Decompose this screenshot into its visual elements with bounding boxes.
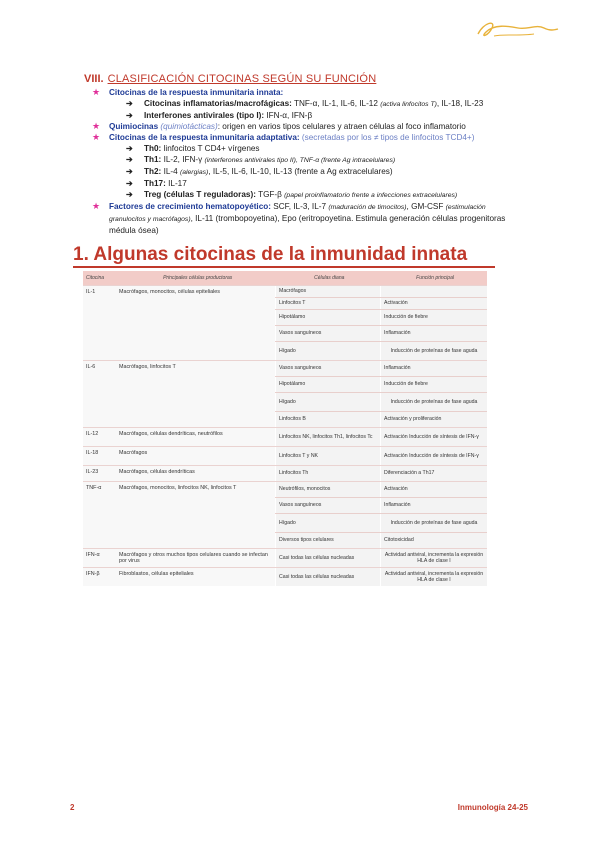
table-row <box>275 298 487 310</box>
text-table-groups-5-rows-2-function: Inducción de proteínas de fase aguda <box>380 514 487 532</box>
table-title: 1. Algunas citocinas de la inmunidad innata <box>73 244 468 265</box>
title-divider <box>73 266 495 268</box>
text-outline-0-sub-1-bold: Interferones antivirales (tipo I): <box>144 111 265 120</box>
text-outline-2-sub-1-small: (interferones antivirales tipo II) <box>204 157 296 164</box>
arrow-icon: ➔ <box>126 190 133 199</box>
text-table-groups-5-rows-0-function: Activación <box>380 482 487 497</box>
text-outline-2-italic: (secretadas por los ≠ tipos de linfocitos TCD4+) <box>299 133 475 142</box>
text-outline-2-sub-2-small: (alergias) <box>179 169 209 176</box>
text-table-groups-0-rows-3-function: Inflamación <box>380 326 487 341</box>
cytokine-table <box>83 271 487 586</box>
text-table-groups-1-rows-2-target: Hígado <box>275 393 380 411</box>
text-table-groups-5-rows-0-target: Neutrófilos, monocitos <box>275 482 380 497</box>
section-title: CLASIFICACIÓN CITOCINAS SEGÚN SU FUNCIÓN <box>107 73 377 85</box>
text-table-groups-0-producers: Macrófagos, monocitos, células epiteliales <box>119 289 220 295</box>
text-table-groups-2-cytokine: IL-12 <box>86 431 99 437</box>
section-number: VIII. <box>84 73 104 85</box>
text-outline-0-sub-1-text: IFN-α, IFN-β <box>264 111 313 120</box>
text-table-groups-7-cytokine: IFN-β <box>86 571 100 577</box>
text-table-groups-5-rows-3-target: Diversos tipos celulares <box>275 533 380 548</box>
arrow-icon: ➔ <box>126 99 133 108</box>
table-row <box>275 310 487 326</box>
text-table-groups-5-rows-3-function: Citotoxicidad <box>380 533 487 548</box>
outline-subitem <box>92 110 512 121</box>
text-table-groups-6-cytokine: IFN-α <box>86 552 100 558</box>
outline-item-adaptive <box>92 132 512 143</box>
table-row <box>275 549 487 567</box>
text-table-groups-4-cytokine: IL-23 <box>86 469 99 475</box>
text-table-groups-0-rows-4-target: Hígado <box>275 342 380 360</box>
table-row <box>275 412 487 427</box>
star-bullet-icon: ★ <box>92 87 101 97</box>
text-outline-2-sub-0-bold: Th0: <box>144 144 162 153</box>
text-table-groups-1-rows-0-function: Inflamación <box>380 361 487 376</box>
text-table-groups-5-rows-2-target: Hígado <box>275 514 380 532</box>
text-table-groups-5-rows-1-function: Inflamación <box>380 498 487 513</box>
table-row <box>275 482 487 498</box>
arrow-icon: ➔ <box>126 144 133 153</box>
outline-subitem <box>92 166 512 178</box>
text-outline-0-sub-0-small: (activa linfocitos T) <box>380 101 437 108</box>
text-table-groups-3-producers: Macrófagos <box>119 450 148 456</box>
text-table-groups-4-producers: Macrófagos, células dendríticas <box>119 469 195 475</box>
table-row <box>275 514 487 533</box>
text-table-groups-1-rows-1-function: Inducción de fiebre <box>380 377 487 392</box>
table-row <box>275 326 487 342</box>
outline-list <box>92 87 512 236</box>
text-table-groups-0-rows-1-function: Activación <box>380 298 487 309</box>
text-outline-2-sub-2-text: IL-4 <box>161 167 180 176</box>
table-row <box>275 377 487 393</box>
text-table-groups-0-rows-4-function: Inducción de proteínas de fase aguda <box>380 342 487 360</box>
text-outline-2-sub-4-text: TGF-β <box>255 190 285 199</box>
text-table-groups-4-rows-0-function: Diferenciación a Th17 <box>380 466 487 481</box>
text-outline-0-sub-0-tail: , IL-18, IL-23 <box>436 99 484 108</box>
outline-item-hematopoietic <box>92 201 512 236</box>
text-outline-2-sub-4-bold: Treg (células T reguladoras): <box>144 190 256 199</box>
table-group <box>83 567 487 586</box>
text-table-groups-1-rows-2-function: Inducción de proteínas de fase aguda <box>380 393 487 411</box>
outline-item-innate <box>92 87 512 98</box>
table-group <box>83 285 487 360</box>
text-table-groups-6-producers: Macrófagos y otros muchos tipos celulares cuando se infectan por virus <box>119 552 268 565</box>
text-table-groups-0-rows-0-function <box>380 286 487 297</box>
text-table-groups-7-rows-0-function: Actividad antiviral, incrementa la expresión HLA de clase I <box>380 568 487 586</box>
text-table-groups-6-rows-0-target: Casi todas las células nucleadas <box>275 549 380 567</box>
header-targets: Células diana <box>314 275 345 281</box>
text-table-groups-3-rows-0-target: Linfocitos T y NK <box>275 447 380 465</box>
text-table-groups-0-rows-2-function: Inducción de fiebre <box>380 310 487 325</box>
table-group <box>83 446 487 465</box>
outline-item-chemokines <box>92 121 512 132</box>
text-table-groups-1-cytokine: IL-6 <box>86 364 96 370</box>
text-table-groups-1-rows-3-function: Activación y proliferación <box>380 412 487 427</box>
header-function: Función principal <box>416 275 454 281</box>
table-row <box>275 466 487 481</box>
outline-subitem <box>92 189 512 201</box>
header-producers: Principales células productoras <box>163 275 233 281</box>
text-outline-0-sub-0-bold: Citocinas inflamatorias/macrofágicas: <box>144 99 292 108</box>
text-outline-3-italic3: (estimulación granulocitos y macrófagos) <box>109 204 486 223</box>
star-bullet-icon: ★ <box>92 201 101 211</box>
arrow-icon: ➔ <box>126 155 133 164</box>
table-header <box>83 271 487 285</box>
text-table-groups-6-rows-0-function: Actividad antiviral, incrementa la expresión HLA de clase I <box>380 549 487 567</box>
table-group <box>83 481 487 548</box>
text-outline-2-sub-1-tail: , TNF-α (frente Ag intracelulares) <box>295 157 396 164</box>
table-row <box>275 286 487 298</box>
text-table-groups-0-rows-1-target: Linfocitos T <box>275 298 380 309</box>
outline-subitem <box>92 98 512 110</box>
text-table-groups-4-rows-0-target: Linfocitos Th <box>275 466 380 481</box>
text-table-groups-0-cytokine: IL-1 <box>86 289 96 295</box>
outline-subitem <box>92 154 512 166</box>
table-group <box>83 465 487 481</box>
text-outline-0-label: Citocinas de la respuesta inmunitaria innata: <box>109 88 284 97</box>
arrow-icon: ➔ <box>126 179 133 188</box>
text-outline-2-sub-1-bold: Th1: <box>144 155 162 164</box>
text-outline-2-sub-3-text: IL-17 <box>165 179 187 188</box>
text-outline-2-sub-2-bold: Th2: <box>144 167 162 176</box>
text-table-groups-3-rows-0-function: Activación Inducción de síntesis de IFN-γ <box>380 447 487 465</box>
outline-subitem <box>92 178 512 189</box>
text-outline-2-sub-2-tail: , IL-5, IL-6, IL-10, IL-13 (frente a Ag extracelulares) <box>208 167 393 176</box>
text-outline-2-sub-1-text: IL-2, IFN-γ <box>161 155 205 164</box>
text-outline-2-label: Citocinas de la respuesta inmunitaria adaptativa: <box>109 133 300 142</box>
outline-subitem <box>92 143 512 154</box>
arrow-icon: ➔ <box>126 111 133 120</box>
text-table-groups-2-producers: Macrófagos, células dendríticas, neutrófilos <box>119 431 223 437</box>
text-table-groups-2-rows-0-target: Linfocitos NK, linfocitos Th1, linfocitos Tc <box>275 428 380 446</box>
table-row <box>275 342 487 360</box>
text-outline-0-sub-0-text: TNF-α, IL-1, IL-6, IL-12 <box>291 99 381 108</box>
text-outline-3-label: Factores de crecimiento hematopoyético: <box>109 202 271 211</box>
text-table-groups-0-rows-2-target: Hipotálamo <box>275 310 380 325</box>
text-table-groups-1-rows-3-target: Linfocitos B <box>275 412 380 427</box>
text-outline-1-label: Quimiocinas <box>109 122 159 131</box>
page-number: 2 <box>70 803 75 812</box>
table-row <box>275 533 487 548</box>
table-row <box>275 393 487 412</box>
section-heading <box>84 73 376 85</box>
text-table-groups-5-producers: Macrófagos, monocitos, linfocitos NK, linfocitos T <box>119 485 237 491</box>
table-row <box>275 498 487 514</box>
text-table-groups-7-rows-0-target: Casi todas las células nucleadas <box>275 568 380 586</box>
text-table-groups-1-producers: Macrófagos, linfocitos T <box>119 364 176 370</box>
arrow-icon: ➔ <box>126 167 133 176</box>
text-table-groups-1-rows-1-target: Hipotálamo <box>275 377 380 392</box>
text-table-groups-5-rows-1-target: Vasos sanguíneos <box>275 498 380 513</box>
text-outline-2-sub-4-small: (papel proinflamatorio frente a infecciones extracelulares) <box>284 192 458 199</box>
text-table-groups-2-rows-0-function: Activación Inducción de síntesis de IFN-γ <box>380 428 487 446</box>
table-group <box>83 427 487 446</box>
header-cytokine: Citocina <box>86 275 105 281</box>
star-bullet-icon: ★ <box>92 132 101 142</box>
text-outline-3-text: SCF, IL-3, IL-7 <box>270 202 329 211</box>
text-outline-2-sub-0-text: linfocitos T CD4+ vírgenes <box>161 144 260 153</box>
text-table-groups-3-cytokine: IL-18 <box>86 450 99 456</box>
text-table-groups-7-producers: Fibroblastos, células epiteliales <box>119 571 194 577</box>
text-outline-3-text3: , IL-11 (trombopoyetina), Epo (eritropoyetina. Estimula generación células progenitoras médula ósea) <box>109 214 506 235</box>
table-row <box>275 447 487 465</box>
table-group <box>83 548 487 567</box>
table-row <box>275 361 487 377</box>
text-outline-3-italic2: (maduración de timocitos) <box>328 204 407 211</box>
text-outline-1-italic: (quimiotácticas) <box>158 122 218 131</box>
text-outline-2-sub-3-bold: Th17: <box>144 179 166 188</box>
course-name: Inmunología 24-25 <box>457 803 528 812</box>
text-table-groups-0-rows-3-target: Vasos sanguíneos <box>275 326 380 341</box>
star-bullet-icon: ★ <box>92 121 101 131</box>
text-table-groups-5-cytokine: TNF-α <box>86 485 102 491</box>
text-table-groups-0-rows-0-target: Macrófagos <box>275 286 380 297</box>
text-outline-3-text2: , GM-CSF <box>406 202 446 211</box>
text-table-groups-1-rows-0-target: Vasos sanguíneos <box>275 361 380 376</box>
table-row <box>275 428 487 446</box>
signature-logo <box>474 16 560 46</box>
table-group <box>83 360 487 427</box>
table-row <box>275 568 487 586</box>
text-outline-1-text: : origen en varios tipos celulares y atraen células al foco inflamatorio <box>217 122 466 131</box>
